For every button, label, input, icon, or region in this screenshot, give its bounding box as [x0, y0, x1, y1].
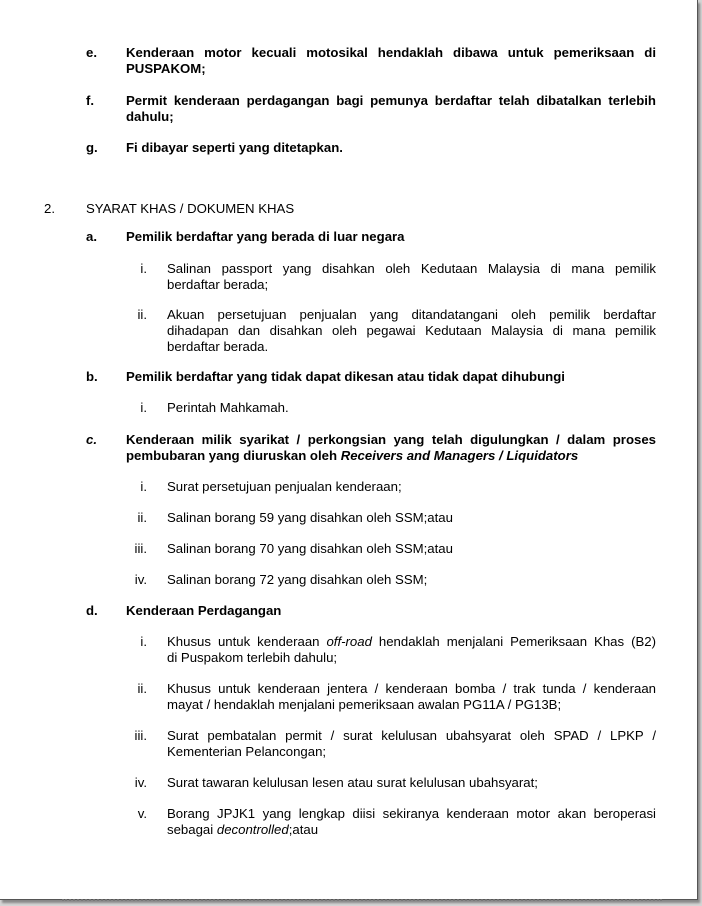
sub-b-heading: Pemilik berdaftar yang tidak dapat dikesan atau tidak dapat dihubungi [126, 369, 565, 384]
sub-d-heading: Kenderaan Perdagangan [126, 603, 282, 618]
item-f-label: f. [86, 93, 95, 108]
sub-c-item-iv-line1: Salinan borang 72 yang disahkan oleh SSM; [167, 572, 428, 587]
sub-d-item-ii-label: ii. [137, 681, 147, 696]
sub-c-heading-line1: Kenderaan milik syarikat / perkongsian yang telah digulungkan / dalam proses [126, 432, 656, 447]
item-f-line2: dahulu; [126, 109, 174, 124]
sub-c-label: c. [86, 432, 97, 447]
sub-d-item-i-text-a: Khusus untuk kenderaan [167, 634, 327, 649]
sub-d-item-i-line2: di Puspakom terlebih dahulu; [167, 650, 338, 665]
sub-c-heading-line2-plain: pembubaran yang diuruskan oleh [126, 448, 341, 463]
sub-a-label: a. [86, 229, 97, 244]
sub-d-item-ii-line1: Khusus untuk kenderaan jentera / kenderaan bomba / trak tunda / kenderaan [167, 681, 656, 696]
sub-c-item-i-label: i. [140, 479, 147, 494]
sub-a-item-ii-line2: dihadapan dan disahkan oleh pegawai Kedutaan Malaysia di mana pemilik [167, 323, 656, 338]
sub-d-label: d. [86, 603, 98, 618]
sub-c-item-iii-line1: Salinan borang 70 yang disahkan oleh SSM;atau [167, 541, 453, 556]
section-2-title: SYARAT KHAS / DOKUMEN KHAS [86, 201, 295, 216]
sub-a-item-ii-line3: berdaftar berada. [167, 339, 269, 354]
sub-b-item-i-line1: Perintah Mahkamah. [167, 400, 289, 415]
item-g-line1: Fi dibayar seperti yang ditetapkan. [126, 140, 343, 155]
sub-a-item-ii-label: ii. [137, 307, 147, 322]
sub-c-item-ii-line1: Salinan borang 59 yang disahkan oleh SSM;atau [167, 510, 453, 525]
sub-a-heading: Pemilik berdaftar yang berada di luar negara [126, 229, 405, 244]
sub-d-item-v-text-a: sebagai [167, 822, 217, 837]
sub-d-item-v-text-italic: decontrolled [216, 822, 289, 837]
sub-d-item-i-text-b: hendaklah menjalani Pemeriksaan Khas (B2) [371, 634, 656, 649]
sub-d-item-v-label: v. [137, 806, 147, 821]
sub-a-item-i-line2: berdaftar berada; [167, 277, 269, 292]
section-2-number: 2. [44, 201, 55, 216]
sub-c-heading-line2 [126, 448, 578, 464]
sub-a-item-i-line1: Salinan passport yang disahkan oleh Kedutaan Malaysia di mana pemilik [167, 261, 656, 276]
sub-d-item-iii-label: iii. [134, 728, 147, 743]
sub-a-item-i-label: i. [140, 261, 147, 276]
sub-d-item-v-line1: Borang JPJK1 yang lengkap diisi sekiranya kenderaan motor akan beroperasi [167, 806, 656, 821]
item-e-label: e. [86, 45, 97, 60]
sub-d-item-iv-label: iv. [134, 775, 147, 790]
item-f-line1: Permit kenderaan perdagangan bagi pemunya berdaftar telah dibatalkan terlebih [126, 93, 656, 108]
item-g-label: g. [86, 140, 98, 155]
sub-b-item-i-label: i. [140, 400, 147, 415]
sub-c-item-iii-label: iii. [134, 541, 147, 556]
sub-d-item-iv-line1: Surat tawaran kelulusan lesen atau surat kelulusan ubahsyarat; [167, 775, 538, 790]
sub-d-item-i-text-italic: off-road [326, 634, 372, 649]
item-e-line2: PUSPAKOM; [126, 61, 206, 76]
page-bottom-dotted-rule [62, 899, 662, 905]
item-e-line1: Kenderaan motor kecuali motosikal hendaklah dibawa untuk pemeriksaan di [126, 45, 656, 60]
sub-d-item-ii-line2: mayat / hendaklah menjalani pemeriksaan awalan PG11A / PG13B; [167, 697, 562, 712]
sub-d-item-iii-line1: Surat pembatalan permit / surat kelulusan ubahsyarat oleh SPAD / LPKP / [167, 728, 656, 743]
sub-d-item-i-label: i. [140, 634, 147, 649]
sub-c-heading-line2-italic: Receivers and Managers / Liquidators [340, 448, 579, 463]
sub-a-item-ii-line1: Akuan persetujuan penjualan yang ditandatangani oleh pemilik berdaftar [167, 307, 656, 322]
sub-d-item-v-line2 [167, 822, 318, 838]
sub-d-item-iii-line2: Kementerian Pelancongan; [167, 744, 327, 759]
sub-b-label: b. [86, 369, 98, 384]
sub-c-item-ii-label: ii. [137, 510, 147, 525]
sub-d-item-v-text-b: ;atau [288, 822, 319, 837]
sub-c-item-iv-label: iv. [134, 572, 147, 587]
sub-c-item-i-line1: Surat persetujuan penjualan kenderaan; [167, 479, 402, 494]
sub-d-item-i-line1 [167, 634, 656, 650]
